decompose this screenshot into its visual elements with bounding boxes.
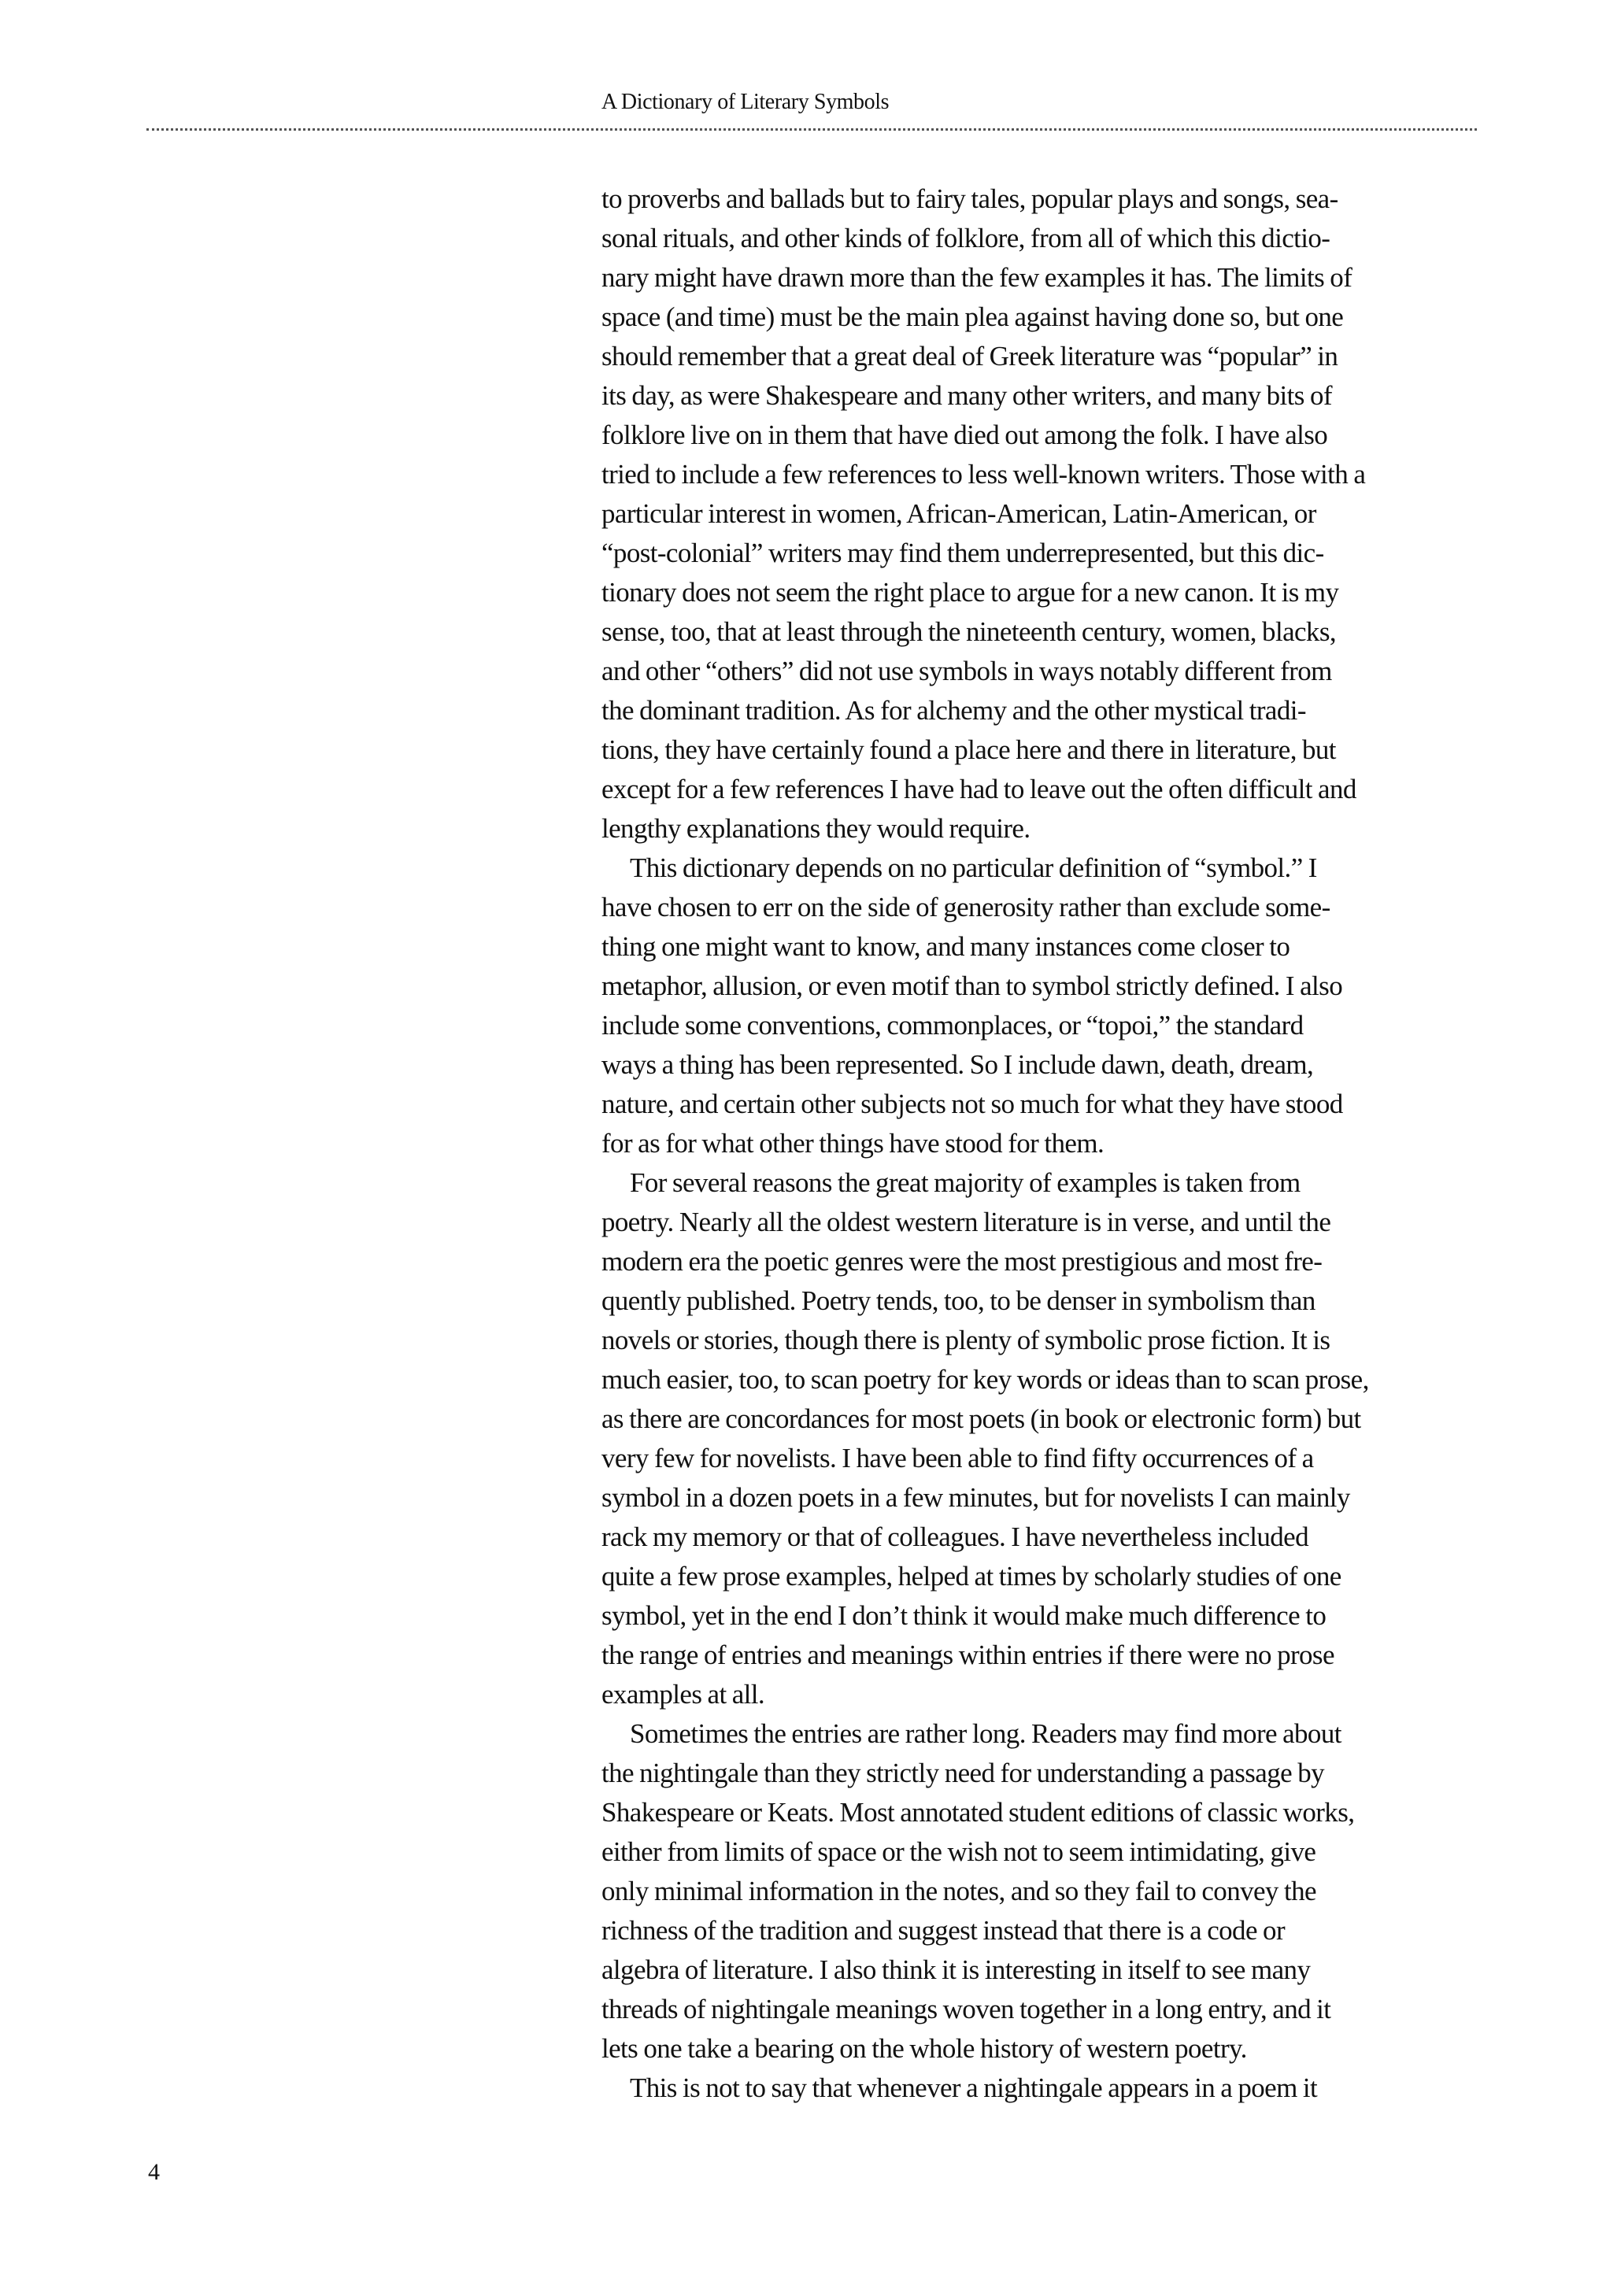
text-line: sense, too, that at least through the nineteenth century, women, blacks, bbox=[601, 616, 1337, 647]
text-line: quite a few prose examples, helped at times by scholarly studies of one bbox=[601, 1561, 1341, 1592]
paragraph-first-line: This is not to say that whenever a nightingale appears in a poem it bbox=[630, 2072, 1318, 2103]
text-line: its day, as were Shakespeare and many other writers, and many bits of bbox=[601, 380, 1332, 411]
text-line: as there are concordances for most poets (in book or electronic form) but bbox=[601, 1403, 1361, 1434]
text-line: to proverbs and ballads but to fairy tales, popular plays and songs, sea- bbox=[601, 183, 1338, 214]
text-line: rack my memory or that of colleagues. I have nevertheless included bbox=[601, 1521, 1308, 1552]
body-text bbox=[601, 179, 1483, 2108]
text-line: have chosen to err on the side of generosity rather than exclude some- bbox=[601, 892, 1330, 922]
paragraph-first-line: This dictionary depends on no particular definition of “symbol.” I bbox=[630, 852, 1317, 883]
text-line: tionary does not seem the right place to argue for a new canon. It is my bbox=[601, 577, 1339, 608]
paragraph-first-line: For several reasons the great majority of examples is taken from bbox=[630, 1167, 1301, 1198]
text-line: folklore live on in them that have died out among the folk. I have also bbox=[601, 420, 1328, 450]
text-line: only minimal information in the notes, and so they fail to convey the bbox=[601, 1876, 1316, 1906]
text-line: poetry. Nearly all the oldest western literature is in verse, and until the bbox=[601, 1207, 1331, 1237]
text-line: either from limits of space or the wish not to seem intimidating, give bbox=[601, 1836, 1316, 1867]
text-line: tions, they have certainly found a place here and there in literature, but bbox=[601, 734, 1336, 765]
text-line: Shakespeare or Keats. Most annotated student editions of classic works, bbox=[601, 1797, 1355, 1828]
text-line: symbol, yet in the end I don’t think it would make much difference to bbox=[601, 1600, 1327, 1631]
text-line: modern era the poetic genres were the most prestigious and most fre- bbox=[601, 1246, 1323, 1277]
text-line: nature, and certain other subjects not so much for what they have stood bbox=[601, 1089, 1343, 1119]
text-line: symbol in a dozen poets in a few minutes, but for novelists I can mainly bbox=[601, 1482, 1350, 1513]
text-line: metaphor, allusion, or even motif than to symbol strictly defined. I also bbox=[601, 971, 1343, 1001]
text-line: thing one might want to know, and many instances come closer to bbox=[601, 931, 1290, 962]
text-line: sonal rituals, and other kinds of folklore, from all of which this dictio- bbox=[601, 223, 1330, 253]
text-line: lengthy explanations they would require. bbox=[601, 813, 1031, 844]
text-line: very few for novelists. I have been able to find fifty occurrences of a bbox=[601, 1443, 1314, 1473]
text-line: space (and time) must be the main plea against having done so, but one bbox=[601, 301, 1344, 332]
page-number: 4 bbox=[148, 2159, 160, 2185]
paragraph-first-line: Sometimes the entries are rather long. Readers may find more about bbox=[630, 1718, 1341, 1749]
text-line: ways a thing has been represented. So I include dawn, death, dream, bbox=[601, 1049, 1314, 1080]
text-line: nary might have drawn more than the few examples it has. The limits of bbox=[601, 262, 1352, 293]
text-line: novels or stories, though there is plenty of symbolic prose fiction. It is bbox=[601, 1325, 1330, 1355]
text-line: richness of the tradition and suggest instead that there is a code or bbox=[601, 1915, 1285, 1946]
text-line: examples at all. bbox=[601, 1679, 765, 1710]
text-line: include some conventions, commonplaces, or “topoi,” the standard bbox=[601, 1010, 1304, 1041]
text-line: threads of nightingale meanings woven together in a long entry, and it bbox=[601, 1994, 1331, 2024]
text-line: the dominant tradition. As for alchemy and the other mystical tradi- bbox=[601, 695, 1306, 726]
text-line: the range of entries and meanings within entries if there were no prose bbox=[601, 1640, 1334, 1670]
text-line: tried to include a few references to less well-known writers. Those with a bbox=[601, 459, 1366, 490]
text-line: algebra of literature. I also think it is interesting in itself to see many bbox=[601, 1954, 1311, 1985]
text-line: and other “others” did not use symbols in ways notably different from bbox=[601, 656, 1332, 686]
text-line: lets one take a bearing on the whole history of western poetry. bbox=[601, 2033, 1247, 2064]
text-line: should remember that a great deal of Greek literature was “popular” in bbox=[601, 341, 1338, 372]
text-line: quently published. Poetry tends, too, to be denser in symbolism than bbox=[601, 1285, 1315, 1316]
text-line: for as for what other things have stood for them. bbox=[601, 1128, 1105, 1159]
running-head: A Dictionary of Literary Symbols bbox=[601, 90, 890, 114]
text-line: the nightingale than they strictly need for understanding a passage by bbox=[601, 1758, 1325, 1788]
header-dotted-rule bbox=[146, 128, 1477, 131]
text-line: much easier, too, to scan poetry for key words or ideas than to scan prose, bbox=[601, 1364, 1369, 1395]
text-line: “post-colonial” writers may find them underrepresented, but this dic- bbox=[601, 538, 1324, 568]
text-line: particular interest in women, African-American, Latin-American, or bbox=[601, 498, 1316, 529]
text-line: except for a few references I have had to leave out the often difficult and bbox=[601, 774, 1356, 804]
